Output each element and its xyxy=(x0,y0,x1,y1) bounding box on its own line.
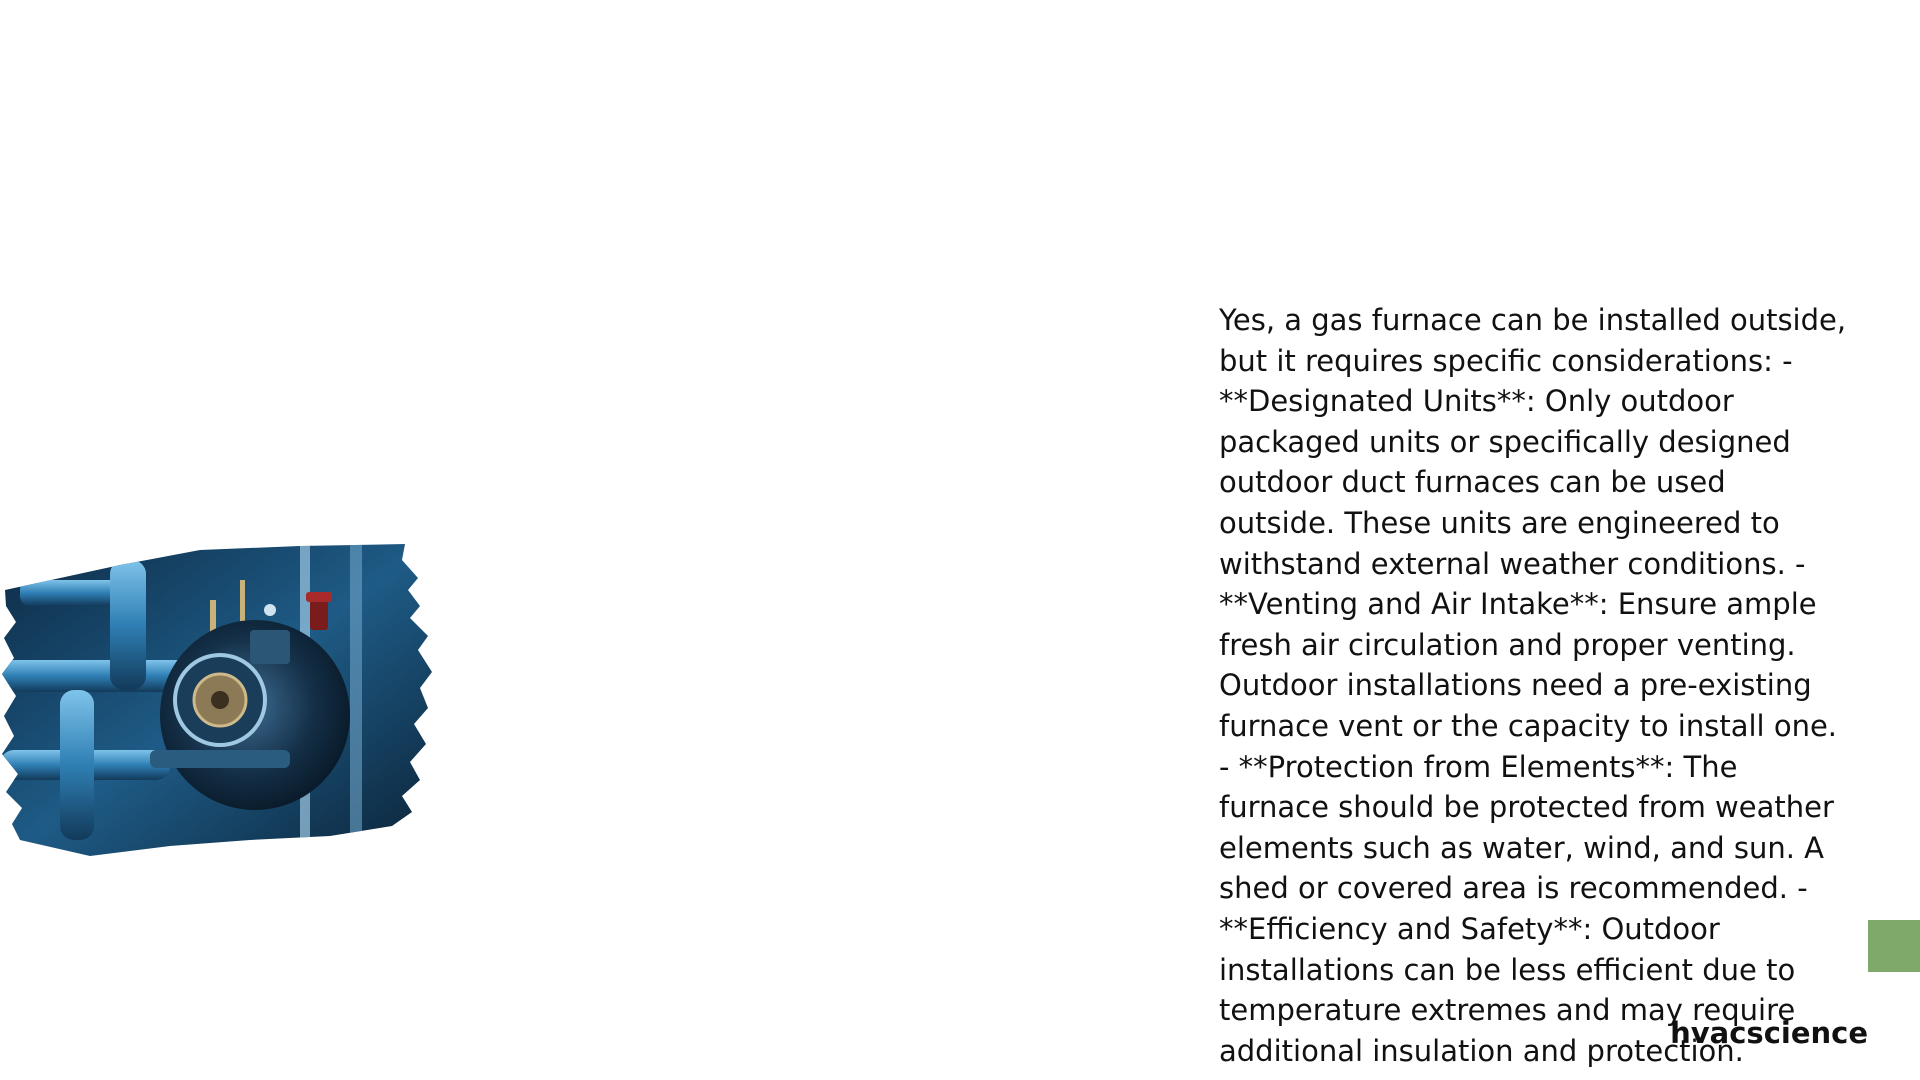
article-body-text: Yes, a gas furnace can be installed outside, but it requires specific considerations: - **Designated Units**: Only outdoor packaged units or specifically designed outdoor duct furnaces can be used outside. These units are engineered to withstand external weather conditions. - **Venting and Air Intake**: Ensure ample fresh air circulation and proper venting. Outdoor installations need a pre-existing furnace vent or the capacity to install one. - **Protection from Elements**: The furnace should be protected from weather elements such as water, wind, and sun. A shed or covered area is recommended. - **Efficiency and Safety**: Outdoor installations can be less efficient due to temperature extremes and may require additional insulation and protection. xyxy=(1219,303,1847,1068)
brand-logo-text: hvacscience xyxy=(1670,1016,1868,1050)
feedback-tab[interactable] xyxy=(1868,920,1920,972)
furnace-machinery-image xyxy=(0,540,435,860)
